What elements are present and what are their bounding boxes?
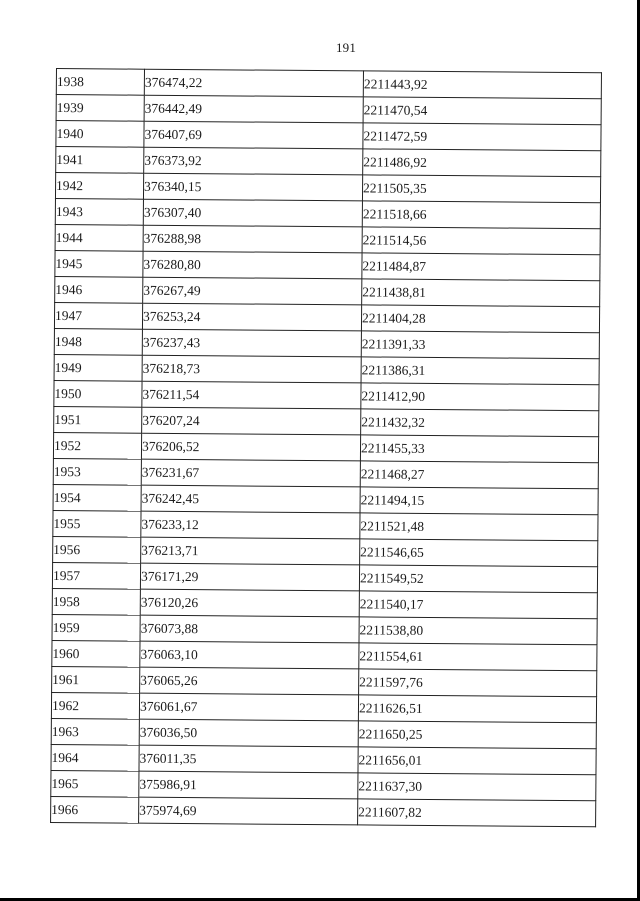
- value-b-cell: 2211412,90: [361, 383, 599, 411]
- year-cell: 1962: [51, 692, 139, 719]
- year-cell: 1947: [54, 302, 142, 329]
- value-b-cell: 2211468,27: [360, 461, 598, 489]
- value-b-cell: 2211514,56: [362, 227, 600, 255]
- year-cell: 1949: [54, 354, 142, 381]
- year-cell: 1963: [51, 718, 139, 745]
- value-a-cell: 376242,45: [141, 485, 360, 513]
- year-cell: 1946: [55, 276, 143, 303]
- year-cell: 1948: [54, 328, 142, 355]
- year-cell: 1943: [55, 198, 143, 225]
- value-a-cell: 375986,91: [139, 771, 358, 799]
- year-cell: 1954: [53, 484, 141, 511]
- value-b-cell: 2211472,59: [363, 123, 601, 151]
- value-b-cell: 2211486,92: [363, 149, 601, 177]
- year-cell: 1950: [54, 380, 142, 407]
- value-a-cell: 376206,52: [141, 433, 360, 461]
- value-b-cell: 2211554,61: [359, 643, 597, 671]
- value-b-cell: 2211626,51: [358, 695, 596, 723]
- value-a-cell: 376237,43: [142, 329, 361, 357]
- value-a-cell: 376280,80: [143, 251, 362, 279]
- page-number: 191: [335, 40, 357, 55]
- value-a-cell: 376065,26: [140, 667, 359, 695]
- year-cell: 1965: [51, 770, 139, 797]
- year-cell: 1960: [52, 640, 140, 667]
- value-a-cell: 376373,92: [144, 147, 363, 175]
- value-b-cell: 2211521,48: [360, 513, 598, 541]
- value-b-cell: 2211455,33: [360, 435, 598, 463]
- value-a-cell: 376061,67: [139, 693, 358, 721]
- year-cell: 1957: [52, 562, 140, 589]
- value-a-cell: 376073,88: [140, 615, 359, 643]
- year-cell: 1958: [52, 588, 140, 615]
- value-a-cell: 376207,24: [142, 407, 361, 435]
- value-b-cell: 2211386,31: [361, 357, 599, 385]
- value-a-cell: 376218,73: [142, 355, 361, 383]
- table-body: [51, 69, 602, 827]
- year-cell: 1942: [55, 173, 143, 200]
- value-a-cell: 376171,29: [140, 563, 359, 591]
- year-cell: 1952: [53, 432, 141, 459]
- value-b-cell: 2211438,81: [362, 279, 600, 307]
- table-row: [51, 796, 596, 826]
- year-cell: 1939: [56, 95, 144, 122]
- year-cell: 1940: [56, 121, 144, 148]
- value-b-cell: 2211546,65: [360, 539, 598, 567]
- value-b-cell: 2211432,32: [361, 409, 599, 437]
- value-b-cell: 2211470,54: [363, 97, 601, 125]
- value-b-cell: 2211518,66: [362, 201, 600, 229]
- year-cell: 1945: [55, 250, 143, 277]
- value-a-cell: 376267,49: [143, 277, 362, 305]
- value-b-cell: 2211484,87: [362, 253, 600, 281]
- value-b-cell: 2211391,33: [361, 331, 599, 359]
- value-b-cell: 2211597,76: [359, 669, 597, 697]
- value-b-cell: 2211637,30: [358, 773, 596, 801]
- value-b-cell: 2211650,25: [358, 721, 596, 749]
- value-a-cell: 375974,69: [139, 797, 358, 825]
- year-cell: 1961: [52, 666, 140, 693]
- value-a-cell: 376474,22: [144, 69, 363, 97]
- value-a-cell: 376213,71: [141, 537, 360, 565]
- value-a-cell: 376407,69: [144, 121, 363, 149]
- year-cell: 1941: [56, 147, 144, 174]
- coordinate-table-wrap: [50, 68, 601, 827]
- value-a-cell: 376211,54: [142, 381, 361, 409]
- coordinate-table: [50, 68, 602, 827]
- year-cell: 1955: [53, 510, 141, 537]
- year-cell: 1944: [55, 224, 143, 251]
- value-b-cell: 2211549,52: [359, 565, 597, 593]
- year-cell: 1964: [51, 744, 139, 771]
- value-a-cell: 376253,24: [142, 303, 361, 331]
- value-b-cell: 2211505,35: [362, 175, 600, 203]
- year-cell: 1959: [52, 614, 140, 641]
- value-a-cell: 376288,98: [143, 225, 362, 253]
- value-b-cell: 2211443,92: [363, 71, 601, 99]
- year-cell: 1951: [54, 406, 142, 433]
- year-cell: 1953: [53, 458, 141, 485]
- value-a-cell: 376231,67: [141, 459, 360, 487]
- value-a-cell: 376307,40: [143, 199, 362, 227]
- value-b-cell: 2211538,80: [359, 617, 597, 645]
- value-a-cell: 376442,49: [144, 95, 363, 123]
- value-a-cell: 376340,15: [143, 173, 362, 201]
- value-b-cell: 2211540,17: [359, 591, 597, 619]
- value-b-cell: 2211607,82: [358, 799, 596, 827]
- year-cell: 1956: [53, 536, 141, 563]
- value-b-cell: 2211404,28: [361, 305, 599, 333]
- year-cell: 1966: [51, 796, 139, 823]
- value-a-cell: 376233,12: [141, 511, 360, 539]
- value-a-cell: 376063,10: [140, 641, 359, 669]
- value-a-cell: 376120,26: [140, 589, 359, 617]
- value-a-cell: 376036,50: [139, 719, 358, 747]
- year-cell: 1938: [56, 69, 144, 96]
- value-b-cell: 2211656,01: [358, 747, 596, 775]
- value-b-cell: 2211494,15: [360, 487, 598, 515]
- value-a-cell: 376011,35: [139, 745, 358, 773]
